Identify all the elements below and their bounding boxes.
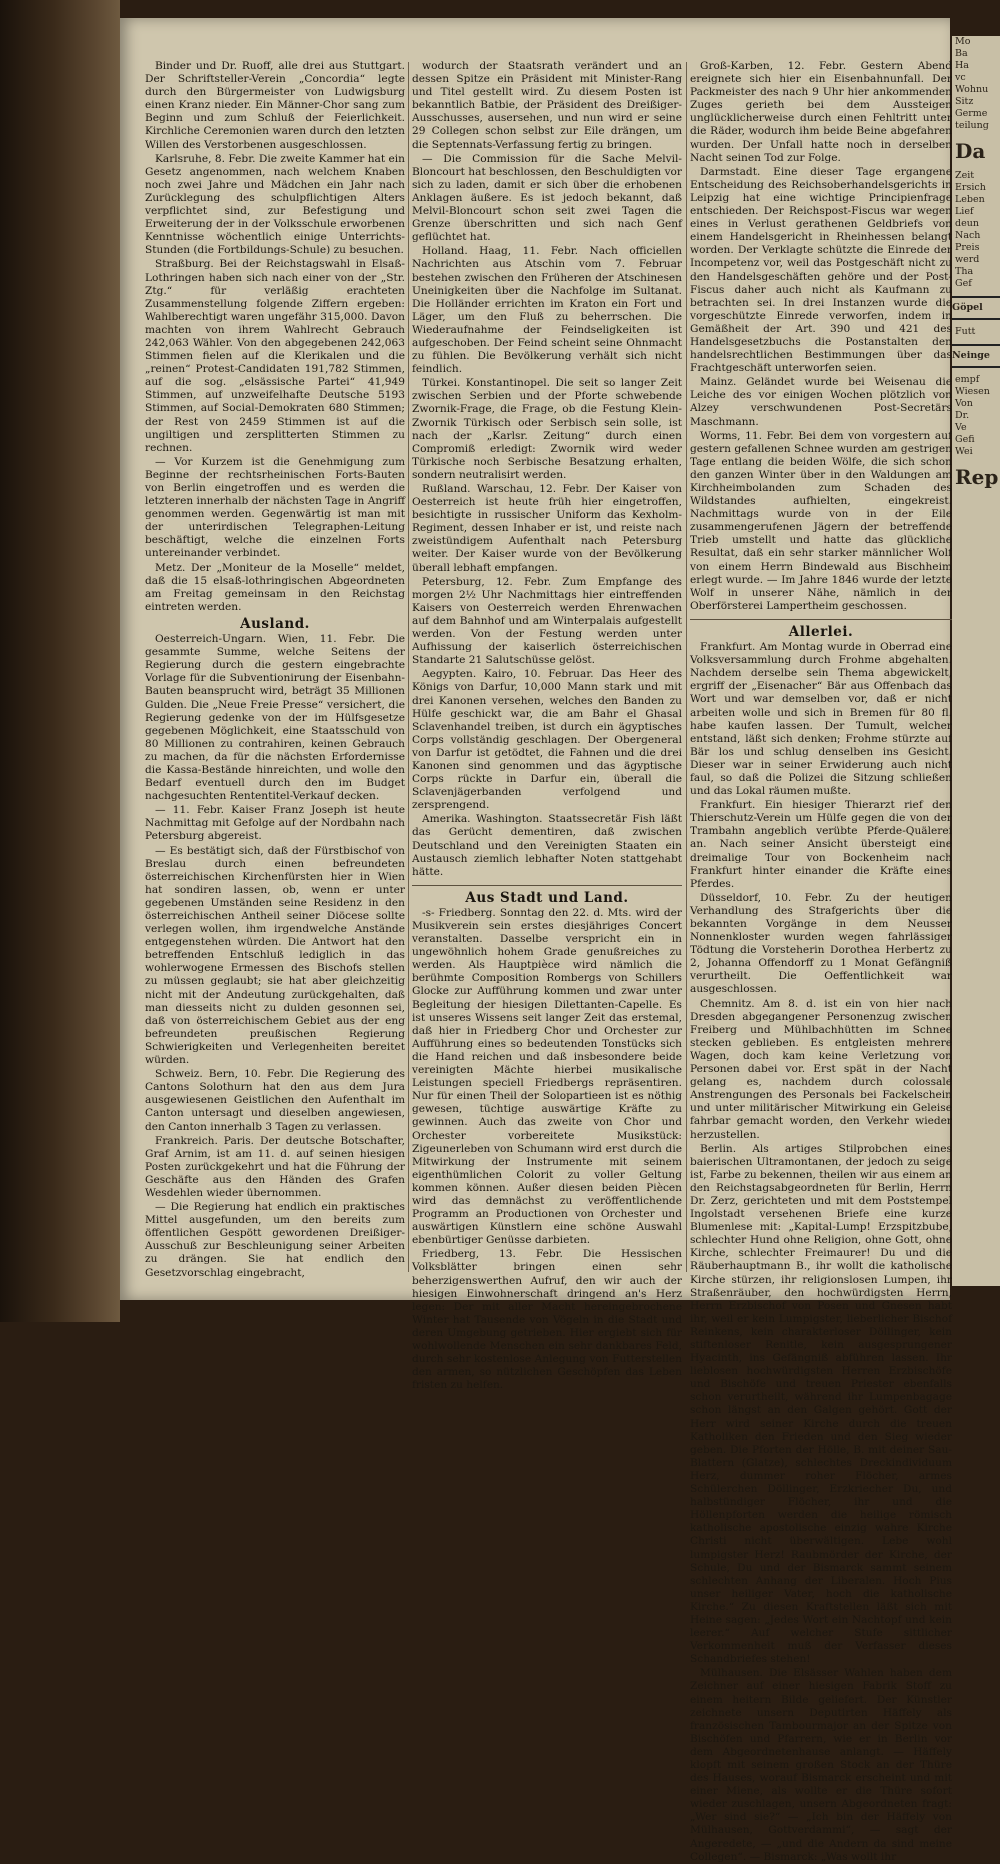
book-binding — [0, 0, 120, 1322]
strip-fragment: teilung — [955, 120, 989, 131]
column-2 — [412, 60, 682, 1392]
section-heading: Ausland. — [240, 615, 310, 632]
strip-fragment: Rep — [955, 465, 999, 489]
strip-fragment: Wiesen — [955, 386, 990, 397]
strip-fragment: Leben — [955, 194, 985, 205]
strip-fragment: empf — [955, 374, 980, 385]
newspaper-page — [120, 18, 952, 1863]
article-paragraph: Darmstadt. Eine dieser Tage ergangene Entscheidung des Reichsoberhandelsgerichts in Leipzig hat eine wichtige Principienfrage entschieden. Der Reichspost-Fiscus war wegen eines in Verlust gerathenen Geldbriefs von einem Handelsgericht in Rheinhessen belangt worden. Der Verklagte schützte die Einrede der Incompetenz vor, weil das Postgeschäft nicht zu den Handelsgeschäften gehöre und der Post-Fiscus daher auch nicht als Kaufmann zu betrachten sei. In drei Instanzen wurde die vorgeschützte Einrede verworfen, indem in Gemäßheit der Art. 390 und 421 des Handelsgesetzbuchs die Postanstalten den handelsrechtlichen Bestimmungen über das Frachtgeschäft unterworfen seien. — [690, 165, 952, 375]
strip-fragment: Germe — [955, 108, 988, 119]
article-paragraph: Petersburg, 12. Febr. Zum Empfange des morgen 2½ Uhr Nachmittags hier eintreffenden Kaisers von Oesterreich werden Ehrenwachen auf dem Bahnhof und am Winterpalais aufgestellt werden. Von der Festung werden unter Aufhissung der kaiserlich österreichischen Standarte 21 Salutschüsse gelöst. — [412, 575, 682, 667]
article-paragraph: — Vor Kurzem ist die Genehmigung zum Beginne der rechtsrheinischen Forts-Bauten von Berlin eingetroffen und es werden die letzteren innerhalb der nächsten Tage in Angriff genommen werden. Gegenwärtig ist man mit der unterirdischen Telegraphen-Leitung beschäftigt, welche die einzelnen Forts untereinander verbindet. — [145, 455, 405, 560]
article-paragraph: Düsseldorf, 10. Febr. Zu der heutigen Verhandlung des Strafgerichts über die bekannten Vorgänge in dem Neusser Nonnenkloster wurden wegen fahrlässiger Tödtung die Vorsteherin Dorothea Herbertz zu 2, Johanna Offendorff zu 1 Monat Gefängniß verurtheilt. Die Oeffentlichkeit war ausgeschlossen. — [690, 891, 952, 996]
article-paragraph: Frankfurt. Ein hiesiger Thierarzt rief den Thierschutz-Verein um Hülfe gegen die von der Trambahn angeblich verübte Pferde-Quälerei an. Nach seiner Ansicht übersteigt eine dreimalige Tour von Bockenheim nach Frankfurt hinter einander die Kräfte eines Pferdes. — [690, 799, 952, 890]
article-paragraph: — Die Regierung hat endlich ein praktisches Mittel ausgefunden, um den bereits zum öffentlichen Gespött gewordenen Dreißiger-Ausschuß zur Beschleunigung seiner Arbeiten zu drängen. Sie hat endlich den Gesetzvorschlag eingebracht, — [145, 1201, 405, 1279]
article-paragraph: Straßburg. Bei der Reichstagswahl in Elsaß-Lothringen haben sich nach einer von der „Str. Ztg.“ für verläßig erachteten Zusammenstellung folgende Ziffern ergeben: Wahlberechtigt waren ungefähr 315,000. Davon machten von ihrem Wahlrecht Gebrauch 242,063 Wähler. Von den abgegebenen 242,063 Stimmen fielen auf die Klerikalen und die „reinen“ Protest-Candidaten 191,782 Stimmen, auf die sog. „elsässische Partei“ 41,949 Stimmen, auf unzweifelhafte Deutsche 5193 Stimmen, auf Social-Demokraten 680 Stimmen; der Rest von 2459 Stimmen ist auf die ungiltigen und zersplitterten Stimmen zu rechnen. — [145, 258, 405, 454]
strip-fragment: werd — [955, 254, 980, 265]
strip-fragment: Preis — [955, 242, 980, 253]
strip-fragment: Ersich — [955, 182, 986, 193]
strip-fragment: Nach — [955, 230, 981, 241]
strip-fragment: Göpel — [952, 296, 1000, 320]
section-rule — [690, 619, 952, 620]
article-paragraph: Frankreich. Paris. Der deutsche Botschafter, Graf Arnim, ist am 11. d. auf seinen hiesigen Posten zurückgekehrt und hat die Führung der Geschäfte aus den Händen des Grafen Wesdehlen wieder übernommen. — [145, 1134, 405, 1199]
section-rule — [412, 885, 682, 886]
article-paragraph: Binder und Dr. Ruoff, alle drei aus Stuttgart. Der Schriftsteller-Verein „Concordia“ legte durch den Bürgermeister von Ludwigsburg einen Kranz nieder. Ein Männer-Chor sang zum Beginn und zum Schluß der Feierlichkeit. Kirchliche Ceremonien waren durch den letzten Willen des Verstorbenen ausgeschlossen. — [145, 60, 405, 151]
strip-fragment: Ba — [955, 48, 968, 59]
article-paragraph: Oesterreich-Ungarn. Wien, 11. Febr. Die gesammte Summe, welche Seitens der Regierung durch die gestern eingebrachte Vorlage für die Subventionirung der Eisenbahn-Bauten beansprucht wird, beträgt 35 Millionen Gulden. Die „Neue Freie Presse“ versichert, die Regierung gedenke von der im Hülfsgesetze gegebenen Möglichkeit, eine Staatsschuld von 80 Millionen zu contrahiren, keinen Gebrauch zu machen, da für die nächsten Erfordernisse die Kassa-Bestände hinreichten, und wolle den Bedarf eventuell durch den im Budget nachgesuchten Rententitel-Verkauf decken. — [145, 633, 405, 803]
article-paragraph: Chemnitz. Am 8. d. ist ein von hier nach Dresden abgegangener Personenzug zwischen Freiberg und Mühlbachhütten im Schnee stecken geblieben. Es entgleisten mehrere Wagen, doch kam keine Verletzung von Personen dabei vor. Erst spät in der Nacht gelang es, nachdem durch colossale Anstrengungen des Personals bei Fackelschein und unter militärischer Mitwirkung ein Geleise fahrbar gemacht worden, den Verkehr wieder herzustellen. — [690, 997, 952, 1141]
strip-fragment: vc — [955, 72, 966, 83]
strip-fragment: Sitz — [955, 96, 974, 107]
column-divider — [686, 62, 687, 1272]
strip-fragment: Da — [955, 139, 986, 163]
column-1 — [145, 60, 405, 1279]
article-paragraph: Amerika. Washington. Staatssecretär Fish läßt das Gerücht dementiren, daß zwischen Deutschland und den Vereinigten Staaten ein Austausch ziemlich lebhafter Noten stattgehabt hätte. — [412, 813, 682, 878]
section-heading: Aus Stadt und Land. — [465, 889, 629, 906]
article-paragraph: Holland. Haag, 11. Febr. Nach officiellen Nachrichten aus Atschin vom 7. Februar bestehen zwischen den Früheren der Atschinesen Uneinigkeiten über die Nachfolge im Sultanat. Die Holländer errichten im Kraton ein Fort und Läger, um den Fluß zu beherrschen. Die Wiederaufnahme der Feindseligkeiten ist aufgeschoben. Der Feind scheint seine Ohnmacht zu fühlen. Die Bevölkerung verhält sich nicht feindlich. — [412, 245, 682, 376]
article-paragraph: Schweiz. Bern, 10. Febr. Die Regierung des Cantons Solothurn hat den aus dem Jura ausgewiesenen Geistlichen den Aufenthalt im Canton untersagt und dieselben angewiesen, den Canton innerhalb 3 Tagen zu verlassen. — [145, 1068, 405, 1133]
strip-fragment: Ha — [955, 60, 969, 71]
column-divider — [408, 62, 409, 1272]
article-paragraph: Aegypten. Kairo, 10. Februar. Das Heer des Königs von Darfur, 10,000 Mann stark und mit drei Kanonen versehen, welches den Banden zu Hülfe geschickt war, die am Bahr el Ghasal Sclavenhandel treiben, ist durch ein ägyptisches Corps vollständig geschlagen. Der Obergeneral von Darfur ist getödtet, die Fahnen und die drei Kanonen sind genommen und das ägyptische Corps rückte in Darfur ein, überall die Sclavenjägerbanden verfolgend und zersprengend. — [412, 668, 682, 812]
article-paragraph: wodurch der Staatsrath verändert und an dessen Spitze ein Präsident mit Minister-Rang und Titel gestellt wird. Zu diesem Posten ist bekanntlich Batbie, der Präsident des Dreißiger-Ausschusses, ausersehen, und nun wird er seine 29 Collegen schon selbst zur Eile drängen, um die Septennats-Verfassung fertig zu bringen. — [412, 60, 682, 151]
article-paragraph: -s- Friedberg. Sonntag den 22. d. Mts. wird der Musikverein sein erstes diesjähriges Concert veranstalten. Dasselbe verspricht ein in ungewöhnlich hohem Grade genußreiches zu werden. Als Hauptpièce wird nämlich die berühmte Composition Rombergs von Schillers Glocke zur Aufführung kommen und zwar unter Begleitung der hiesigen Dilettanten-Capelle. Es ist unseres Wissens seit langer Zeit das erstemal, daß hier in Friedberg Chor und Orchester zur Aufführung eines so bedeutenden Tonstücks sich die Hand reichen und daß insbesondere beide vereinigten Mächte hierbei musikalische Leistungen speciell Friedbergs repräsentiren. Nur für einen Theil der Solopartieen ist es nöthig gewesen, tüchtige auswärtige Kräfte zu gewinnen. Auch das zweite von Chor und Orchester vorbereitete Musikstück: Zigeunerleben von Schumann wird erst durch die Mitwirkung der Instrumente mit seinem eigenthümlichen Colorit zu voller Geltung kommen können. Außer diesen beiden Piècen wird das demnächst zu veröffentlichende Programm an Productionen von Orchester und auswärtigen Künstlern eine schöne Auswahl ebenbürtiger Genüsse darbieten. — [412, 906, 682, 1247]
strip-fragment: Futt — [955, 326, 976, 337]
strip-fragment: Neinge — [952, 344, 1000, 368]
article-paragraph: Berlin. Als artiges Stilprobchen eines baierischen Ultramontanen, der jedoch zu seige ist, Farbe zu bekennen, theilen wir aus einem an den Reichstagsabgeordneten für Berlin, Herrn Dr. Zerz, gerichteten und mit dem Poststempel Ingolstadt versehenen Briefe eine kurze Blumenlese mit: „Kapital-Lump! Erzspitzbube, schlechter Hund ohne Religion, ohne Gott, ohne Kirche, schlechter Freimaurer! Du und die Räuberhauptmann B., ihr wollt die katholische Kirche stürzen, ihr religionslosen Lumpen, ihr Straßenräuber, den hochwürdigsten Herrn, Herrn Erzbischof von Posen und Gnesen habt ihr, weil er kein Lumpigster, lieberlicher Bischof Reinkens, kein charakterloser Döllinger, kein stiftenloser Renitle, kein ausgesprungener Hyacinth, ins Gefängniß abführen lassen. Ihr lieblosen hochwürdigsten Herren Erzbischöfe und Bischöfe und treuen Priester ebenfalls schon verurtheilt, während ihr Lumpenbagage schon längst an den Galgen gehört. Gott der Herr wird seiner Kirche durch die treuen Katholiken den Frieden und den Sieg wieder geben. Die Pforten der Hölle, B. mit deiner Sau-Blattern (Glatze), schlechtes Dreckindividuum Herz, dummer roher Flöcher, armes Schülerchen Döllinger, Erzkriecher Du, und halbstündiger Flöcher, ihr und die Höllenpforten werden die heilige römisch katholische apostolische einzig wahre Kirche Christi nicht überwältigen. Lebe wohl lumpigster Herz! Raubmörder der Kirche, der Schule, Du und der Bismarck sammt seinem schlechten Anhang der Liberalen. Hoch Pius unser heiliger Vater, hoch die katholische Kirche.“ Zu diesen Kraftstellen läßt sich mit Heine sagen: „Jedes Wort ein Nachtopf und kein leerer.“ Auf welcher Stufe sittlicher Verkommenheit muß der Verfasser dieses Schandbriefes stehen! — [690, 1142, 952, 1666]
strip-fragment: Gefi — [955, 434, 975, 445]
strip-fragment: Mo — [955, 36, 971, 47]
strip-fragment: deun — [955, 218, 979, 229]
article-paragraph: Groß-Karben, 12. Febr. Gestern Abend ereignete sich hier ein Eisenbahnunfall. Der Packmeister des nach 9 Uhr hier ankommenden Zuges gerieth bei dem Aussteigen unglücklicherweise durch einen Fehltritt unter die Räder, wodurch ihm beide Beine abgefahren wurden. Der Unfall hatte noch in derselben Nacht seinen Tod zur Folge. — [690, 60, 952, 164]
article-paragraph: Friedberg, 13. Febr. Die Hessischen Volksblätter bringen einen sehr beherzigenswerthen Aufruf, den wir auch der hiesigen Einwohnerschaft dringend an's Herz legen: Der mit aller Macht hereingebrochene Winter hat Tausende von Vögeln in die Stadt und deren Umgebung getrieben. Hier ergiebt sich für wohlwollende Menschen ein sehr dankbares Feld, durch sehr kostenlose Anlegung von Futterstellen den armen, so nützlichen Geschöpfen das Leben fristen zu helfen. — [412, 1248, 682, 1392]
strip-fragment: Von — [955, 398, 973, 409]
article-paragraph: Worms, 11. Febr. Bei dem von vorgestern auf gestern gefallenen Schnee wurden am gestrigen Tage entlang die beiden Wölfe, die sich schon den ganzen Winter über in den Waldungen am Kirchheimbolanden zum Schaden des Wildstandes aufhielten, eingekreist. Nachmittags wurde von in der Eile zusammengerufenen Jägern der betreffende Trieb umstellt und hatte das glückliche Resultat, daß ein sehr starker männlicher Wolf von einem Herrn Bindewald aus Bischheim erlegt wurde. — Im Jahre 1846 wurde der letzte Wolf in unserer Nähe, nämlich in der Oberförsterei Lampertheim geschossen. — [690, 429, 952, 612]
article-paragraph: Rußland. Warschau, 12. Febr. Der Kaiser von Oesterreich ist heute früh hier eingetroffen, besichtigte in russischer Uniform das Kexholm-Regiment, dessen Inhaber er ist, und reiste nach zweistündigem Aufenthalt nach Petersburg weiter. Der Kaiser wurde von der Bevölkerung überall lebhaft empfangen. — [412, 483, 682, 574]
section-heading: Allerlei. — [788, 623, 854, 640]
strip-fragment: Ve — [955, 422, 967, 433]
strip-fragment: Wei — [955, 446, 973, 457]
adjacent-page-strip — [952, 36, 1000, 1286]
article-paragraph: Mainz. Geländet wurde bei Weisenau die Leiche des vor einigen Wochen plötzlich von Alzey verschwundenen Post-Secretärs Maschmann. — [690, 376, 952, 428]
strip-fragment: Wohnu — [955, 84, 989, 95]
strip-fragment: Dr. — [955, 410, 970, 421]
strip-fragment: Lief — [955, 206, 974, 217]
column-3 — [690, 60, 952, 1863]
article-paragraph: Metz. Der „Moniteur de la Moselle“ meldet, daß die 15 elsaß-lothringischen Abgeordneten am Freitag gemeinsam in den Reichstag eintreten werden. — [145, 561, 405, 613]
strip-fragment: Tha — [955, 266, 974, 277]
strip-fragment: Gef — [955, 278, 972, 289]
article-paragraph: Türkei. Konstantinopel. Die seit so langer Zeit zwischen Serbien und der Pforte schwebende Zwornik-Frage, die Frage, ob die Festung Klein-Zwornik Türkisch oder Serbisch sein solle, ist nach der „Karlsr. Zeitung“ durch einen Compromiß erledigt: Zwornik wird weder Türkische noch Serbische Besatzung erhalten, sondern neutralisirt werden. — [412, 377, 682, 481]
article-paragraph: Karlsruhe, 8. Febr. Die zweite Kammer hat ein Gesetz angenommen, nach welchem Knaben noch zwei Jahre und Mädchen ein Jahr nach Zurücklegung des schulpflichtigen Alters verpflichtet sind, zur Befestigung und Erweiterung der in der Volksschule erworbenen Kenntnisse wöchentlich einige Unterrichts-Stunden (die Fortbildungs-Schule) zu besuchen. — [145, 152, 405, 257]
article-paragraph: Mülhausen. Die Elsässer Wahlen haben dem Zeichner auf einer hiesigen Fabrik Stoff zu einem heitern Bilde geliefert. Der Künstler zeichnete unsern Deputirten Häffely als französischen Tambourmajor an der Spitze von Bischöfen und Pfarrern, wie er in Berlin vor dem Abgeordnetenhause anlangt. — Häffely klopft mit seinem großen Stock an der Thüre des Hauses, worauf Bismarck erscheint und mit einer Miene, als wollte er die Thüre sofort wieder zuschlagen, unsern Abgeordneten fragt: „Wer sind sie?“ — „Ich bin der Häffely von Mülhausen, Gottverdammi“, — sagt der Angeredete, — „und die Andern da sind meine Collegen“. — Bismarck: „Was wollt ihr — [690, 1667, 952, 1863]
article-paragraph: — Die Commission für die Sache Melvil-Bloncourt hat beschlossen, den Beschuldigten vor sich zu laden, damit er sich über die erhobenen Anklagen äußere. Es ist jedoch bekannt, daß Melvil-Bloncourt schon seit zwei Tagen die Grenze überschritten und sich nach Genf geflüchtet hat. — [412, 152, 682, 244]
article-paragraph: Frankfurt. Am Montag wurde in Oberrad eine Volksversammlung durch Frohme abgehalten. Nachdem derselbe sein Thema abgewickelt, ergriff der „Eisenacher“ Bär aus Offenbach das Wort und war demselben vor, daß er nicht arbeiten wolle und sich in Bremen für 80 fl. habe kaufen lassen. Der Tumult, welcher entstand, läßt sich denken; Frohme stürzte auf Bär los und schlug denselben ins Gesicht. Dieser war in seiner Erwiderung auch nicht faul, so daß die Polizei die Sitzung schließen und das Lokal räumen mußte. — [690, 641, 952, 798]
article-paragraph: — 11. Febr. Kaiser Franz Joseph ist heute Nachmittag mit Gefolge auf der Nordbahn nach Petersburg abgereist. — [145, 804, 405, 843]
strip-fragment: Zeit — [955, 170, 975, 181]
article-paragraph: — Es bestätigt sich, daß der Fürstbischof von Breslau durch einen befreundeten österreichischen Kirchenfürsten hier in Wien hat sondiren lassen, ob, wenn er unter gegebenen Umständen seine Residenz in den österreichischen Antheil seiner Diöcese sollte verlegen wollen, ihm irgendwelche Anstände entgegenstehen würden. Die Antwort hat den betreffenden Entschluß lediglich in das wohlerwogene Ermessen des Bischofs stellen zu müssen geglaubt; sie hat aber gleichzeitig nicht mit der Andeutung zurückgehalten, daß man diesseits nicht zu dulden gesonnen sei, daß von österreichischem Gebiet aus der eng befreundeten preußischen Regierung Schwierigkeiten und Verlegenheiten bereitet würden. — [145, 844, 405, 1067]
